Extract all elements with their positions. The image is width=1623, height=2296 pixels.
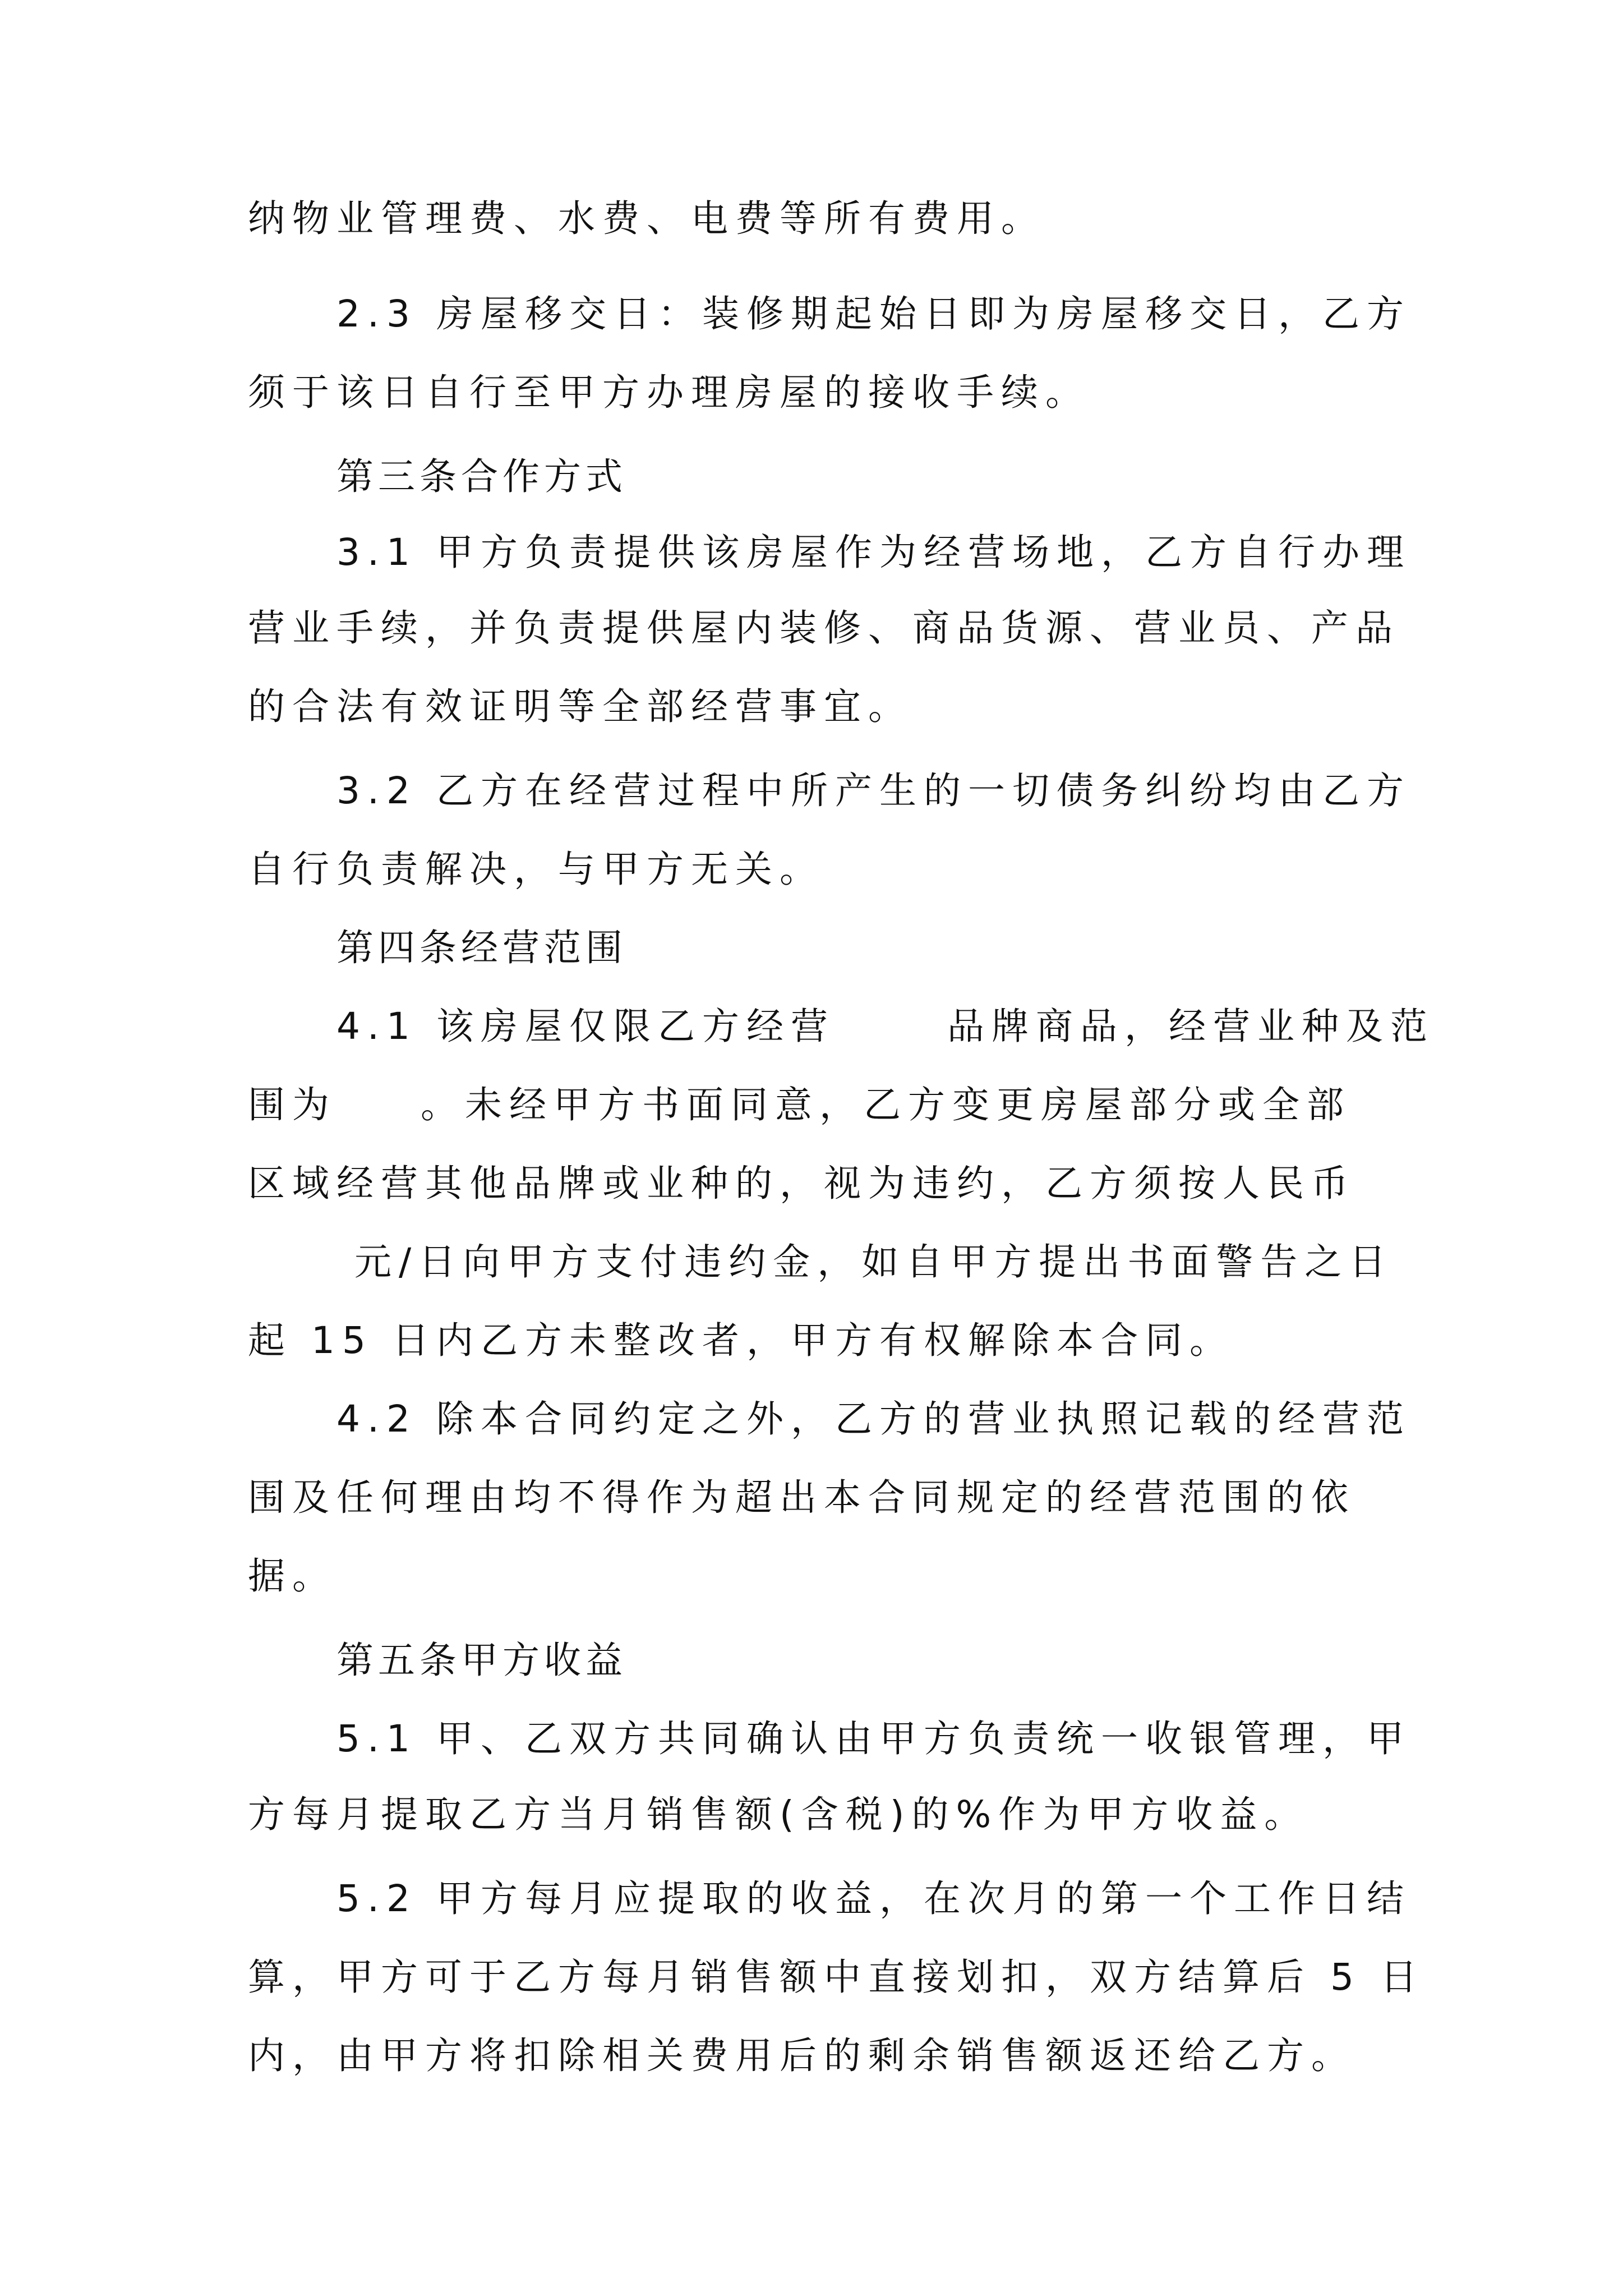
paragraph-line: 自行负责解决，与甲方无关。	[248, 848, 824, 891]
paragraph-line: 5.2 甲方每月应提取的收益，在次月的第一个工作日结	[336, 1877, 1411, 1920]
paragraph-line: 区域经营其他品牌或业种的，视为违约，乙方须按人民币	[248, 1162, 1355, 1205]
paragraph-line: 5.1 甲、乙双方共同确认由甲方负责统一收银管理，甲	[336, 1717, 1411, 1760]
paragraph-line: 围及任何理由均不得作为超出本合同规定的经营范围的依	[248, 1476, 1355, 1519]
paragraph-line	[336, 999, 1435, 1055]
paragraph-line: 起 15 日内乙方未整改者，甲方有权解除本合同。	[248, 1319, 1234, 1362]
section-heading: 第三条合作方式	[336, 455, 627, 498]
clause-text: 4.1 该房屋仅限乙方经营	[336, 1005, 835, 1048]
paragraph-line: 据。	[248, 1554, 336, 1598]
paragraph-line: 内，由甲方将扣除相关费用后的剩余销售额返还给乙方。	[248, 2034, 1355, 2077]
paragraph-line	[248, 1234, 1394, 1290]
paragraph-line: 营业手续，并负责提供屋内装修、商品货源、营业员、产品	[248, 606, 1400, 650]
paragraph-line: 纳物业管理费、水费、电费等所有费用。	[248, 197, 1045, 240]
section-heading: 第四条经营范围	[336, 926, 627, 969]
clause-text: 品牌商品，经营业种及范	[947, 1005, 1435, 1048]
paragraph-line: 的合法有效证明等全部经营事宜。	[248, 685, 912, 728]
fill-in-blank	[835, 1038, 947, 1039]
paragraph-line: 3.1 甲方负责提供该房屋作为经营场地，乙方自行办理	[336, 531, 1411, 574]
paragraph-line: 方每月提取乙方当月销售额(含税)的%作为甲方收益。	[248, 1793, 1309, 1836]
section-heading: 第五条甲方收益	[336, 1639, 627, 1682]
paragraph-line	[248, 1077, 1386, 1133]
paragraph-line: 算，甲方可于乙方每月销售额中直接划扣，双方结算后 5 日	[248, 1955, 1424, 1999]
paragraph-line: 4.2 除本合同约定之外，乙方的营业执照记载的经营范	[336, 1397, 1411, 1441]
paragraph-line: 3.2 乙方在经营过程中所产生的一切债务纠纷均由乙方	[336, 769, 1411, 812]
clause-text: 元/日向甲方支付违约金，如自甲方提出书面警告之日	[354, 1240, 1394, 1283]
clause-text: 。未经甲方书面同意，乙方变更房屋部分或全部	[421, 1083, 1351, 1126]
paragraph-line: 须于该日自行至甲方办理房屋的接收手续。	[248, 371, 1090, 414]
paragraph-line: 2.3 房屋移交日：装修期起始日即为房屋移交日，乙方	[336, 292, 1411, 335]
clause-text: 围为	[248, 1083, 336, 1126]
